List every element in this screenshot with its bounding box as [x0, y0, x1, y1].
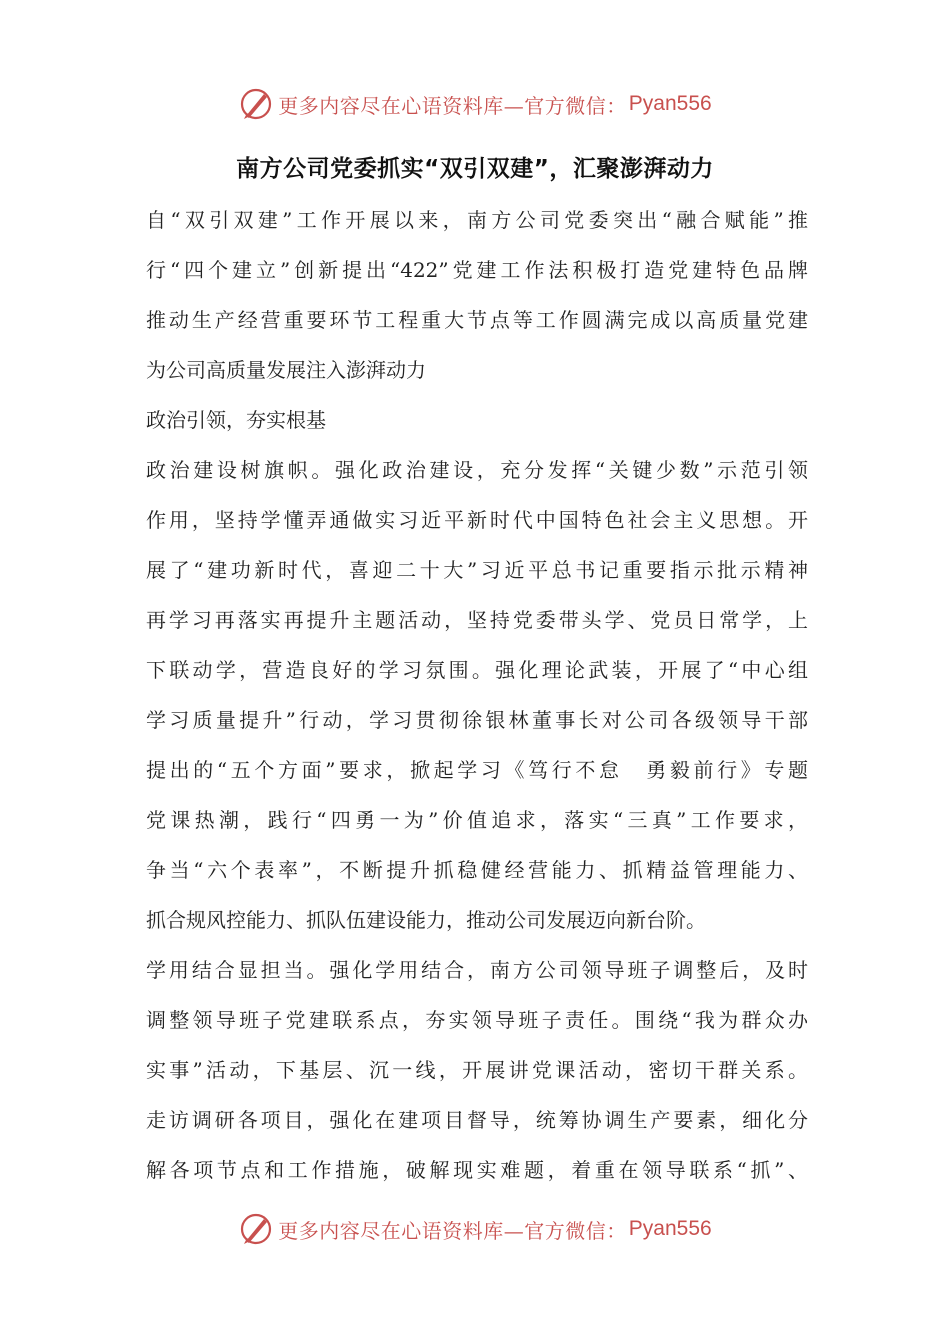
text-line: 抓合规风控能力、抓队伍建设能力，推动公司发展迈向新台阶。 — [146, 908, 706, 932]
text-line: 下联动学，营造良好的学习氛围。强化理论武装，开展了“中心组 — [146, 658, 808, 682]
text-line: 解各项节点和工作措施，破解现实难题，着重在领导联系“抓”、 — [146, 1158, 808, 1182]
text-line: 实事”活动，下基层、沉一线，开展讲党课活动，密切干群关系。 — [146, 1058, 808, 1082]
watermark-wechat-id: Pyan556 — [628, 1217, 712, 1240]
text-line: 推动生产经营重要环节工程重大节点等工作圆满完成以高质量党建 — [146, 308, 808, 332]
text-line: 展了“建功新时代，喜迎二十大”习近平总书记重要指示批示精神 — [146, 558, 808, 582]
watermark-wechat-id: Pyan556 — [628, 92, 712, 115]
text-line: 政治建设树旗帜。强化政治建设，充分发挥“关键少数”示范引领 — [146, 458, 808, 482]
document-body — [146, 195, 808, 1195]
text-line: 争当“六个表率”，不断提升抓稳健经营能力、抓精益管理能力、 — [146, 858, 808, 882]
section-heading: 政治引领，夯实根基 — [146, 408, 326, 432]
text-line: 自“双引双建”工作开展以来，南方公司党委突出“融合赋能”推 — [146, 208, 808, 232]
text-line: 调整领导班子党建联系点，夯实领导班子责任。围绕“我为群众办 — [146, 1008, 808, 1032]
watermark-text: 更多内容尽在心语资料库—官方微信： — [278, 93, 627, 118]
watermark-header — [0, 84, 950, 124]
text-line: 学习质量提升”行动，学习贯彻徐银林董事长对公司各级领导干部 — [146, 708, 808, 732]
text-line: 党课热潮，践行“四勇一为”价值追求，落实“三真”工作要求， — [146, 808, 808, 832]
text-line: 行“四个建立”创新提出“422”党建工作法积极打造党建特色品牌 — [146, 258, 808, 282]
pen-logo-icon — [238, 1211, 274, 1247]
watermark-footer — [0, 1209, 950, 1249]
watermark-text: 更多内容尽在心语资料库—官方微信： — [278, 1218, 627, 1243]
text-line: 作用，坚持学懂弄通做实习近平新时代中国特色社会主义思想。开 — [146, 508, 808, 532]
pen-logo-icon — [238, 86, 274, 122]
text-line: 走访调研各项目，强化在建项目督导，统筹协调生产要素，细化分 — [146, 1108, 808, 1132]
text-line: 提出的“五个方面”要求，掀起学习《笃行不怠 勇毅前行》专题 — [146, 758, 808, 782]
text-line: 为公司高质量发展注入澎湃动力 — [146, 358, 426, 382]
text-line: 学用结合显担当。强化学用结合，南方公司领导班子调整后，及时 — [146, 958, 808, 982]
document-title: 南方公司党委抓实“双引双建”，汇聚澎湃动力 — [236, 156, 714, 182]
text-line: 再学习再落实再提升主题活动，坚持党委带头学、党员日常学，上 — [146, 608, 808, 632]
